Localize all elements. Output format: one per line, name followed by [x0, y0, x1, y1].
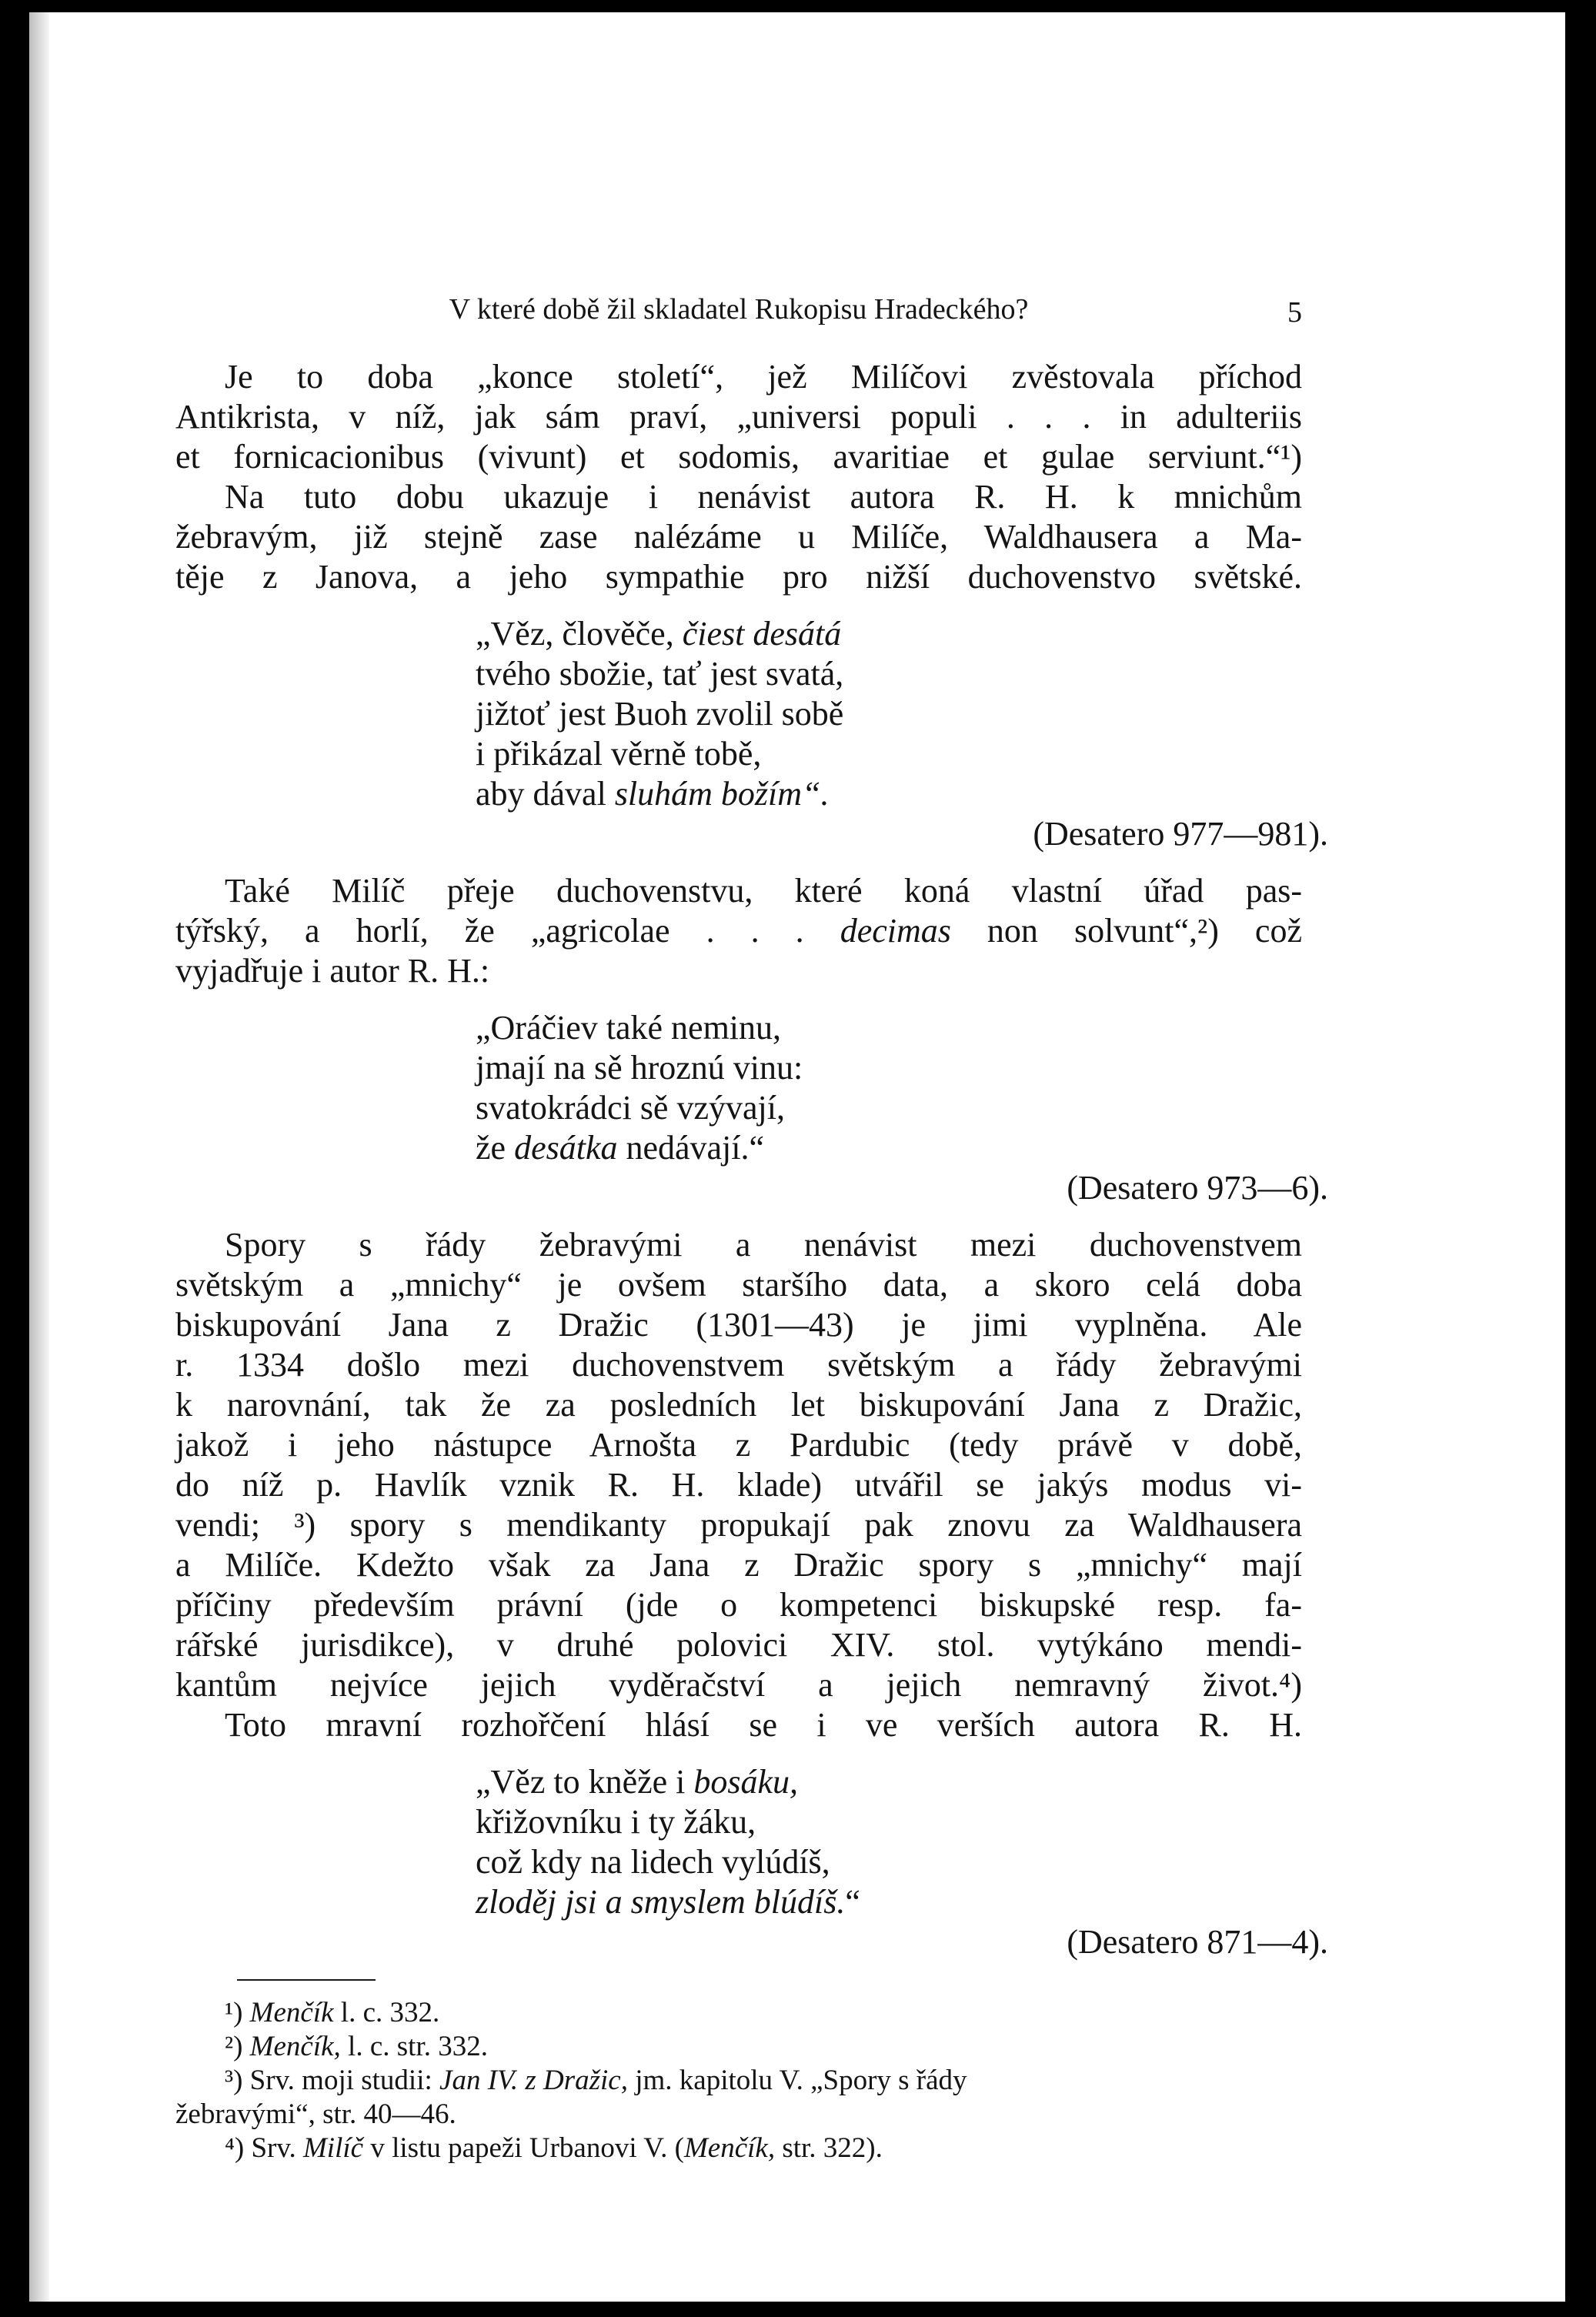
verse-line: křižovníku i ty žáku, [476, 1803, 756, 1841]
footnote-marker: ³) [225, 2065, 250, 2096]
verse-italic: zloděj jsi a smyslem blúdíš. [476, 1883, 846, 1921]
verse-citation: (Desatero 977—981). [1033, 815, 1328, 853]
footnote-1 [175, 1996, 1302, 2030]
text-line: et fornicacionibus (vivunt) et sodomis, avaritiae et gulae serviunt.“¹) [175, 438, 1302, 476]
verse-text: „Věz, člověče, [476, 615, 683, 653]
paragraph-5 [175, 1705, 1302, 1745]
text-line: Toto mravní rozhořčení hlásí se i ve verších autora R. H. [225, 1706, 1302, 1744]
footnote-separator [237, 1979, 376, 1981]
text-line: Antikrista, v níž, jak sám praví, „universi populi . . . in adulteriis [175, 398, 1302, 436]
footnote-3-continuation: žebravými“, str. 40—46. [175, 2098, 456, 2130]
text-line: rářské jurisdikce), v druhé polovici XIV. stol. vytýkáno mendi- [175, 1626, 1302, 1664]
footnote-italic: Menčík, [683, 2132, 776, 2164]
footnote-text: Srv. moji studii: [249, 2065, 440, 2096]
footnote-text: l. c. str. 332. [340, 2031, 488, 2062]
footnote-italic: Milíč [302, 2132, 364, 2164]
verse-line [476, 1882, 1302, 1922]
verse-line: což kdy na lidech vylúdíš, [476, 1843, 830, 1881]
text-line: světským a „mnichy“ je ovšem staršího data, a skoro celá doba [175, 1266, 1302, 1304]
verse-line [476, 1128, 1302, 1168]
text-line: Spory s řády žebravými a nenávist mezi duchovenstvem [225, 1226, 1302, 1264]
verse-line [476, 614, 1302, 654]
book-page [29, 12, 1565, 2302]
verse-citation: (Desatero 871—4). [1067, 1923, 1328, 1961]
footnote-text: l. c. 332. [333, 1997, 440, 2028]
text-line: r. 1334 došlo mezi duchovenstvem světským a řády žebravými [175, 1346, 1302, 1384]
text-line: a Milíče. Kdežto však za Jana z Dražic spory s „mnichy“ mají [175, 1546, 1302, 1584]
verse-italic: sluhám božím“. [614, 775, 830, 813]
footnote-marker: ⁴) [225, 2132, 252, 2164]
verse-line: svatokrádci sě vzývají, [476, 1089, 785, 1127]
verse-line: jmají na sě hroznú vinu: [476, 1049, 803, 1087]
footnote-italic: Menčík, [249, 2031, 341, 2062]
footnote-marker: ¹) [225, 1997, 250, 2028]
verse-italic: bosáku, [693, 1763, 799, 1801]
text-line: k narovnání, tak že za posledních let biskupování Jana z Dražic, [175, 1386, 1302, 1424]
verse-quote-3 [476, 1762, 1328, 1962]
text-line: vendi; ³) spory s mendikanty propukají pak znovu za Waldhausera [175, 1506, 1302, 1544]
verse-text: “ [845, 1883, 860, 1921]
text-line: jakož i jeho nástupce Arnošta z Pardubic (tedy právě v době, [175, 1426, 1302, 1464]
page-content [175, 289, 1328, 2165]
verse-line [476, 1762, 1302, 1802]
verse-italic: čiest desátá [682, 615, 842, 653]
text-italic: decimas [840, 912, 951, 950]
verse-citation: (Desatero 973—6). [1067, 1169, 1328, 1207]
footnote-text: jm. kapitolu V. „Spory s řády [627, 2065, 967, 2096]
verse-quote-2 [476, 1008, 1328, 1208]
text-line: Také Milíč přeje duchovenstvu, které koná vlastní úřad pas- [225, 872, 1302, 910]
verse-text: „Věz to kněže i [476, 1763, 694, 1801]
text-line: žebravým, již stejně zase nalézáme u Milíče, Waldhausera a Ma- [175, 518, 1302, 556]
page-edge-shadow [29, 12, 49, 2302]
text-line: příčiny především právní (jde o kompetenci biskupské resp. fa- [175, 1586, 1302, 1624]
text-line: vyjadřuje i autor R. H.: [175, 952, 490, 990]
footnote-3 [175, 2064, 1302, 2098]
page-number: 5 [1287, 296, 1302, 329]
footnote-text: str. 322). [775, 2132, 883, 2164]
paragraph-4 [175, 1225, 1302, 1705]
footnote-2 [175, 2030, 1302, 2064]
verse-text: že [476, 1129, 515, 1167]
footnote-text: Srv. [251, 2132, 303, 2164]
footnote-4 [175, 2132, 1302, 2165]
verse-line [476, 774, 1302, 814]
verse-text: nedávají.“ [617, 1129, 765, 1167]
text-line: Je to doba „konce století“, jež Milíčovi zvěstovala příchod [225, 358, 1302, 396]
text-line [175, 911, 1302, 951]
running-header [175, 289, 1302, 329]
text-run: non solvunt“,²) což [950, 912, 1302, 950]
text-line: biskupování Jana z Dražic (1301—43) je jimi vyplněna. Ale [175, 1306, 1302, 1344]
footnote-marker: ²) [225, 2031, 250, 2062]
verse-quote-1 [476, 614, 1328, 854]
verse-line: jižtoť jest Buoh zvolil sobě [476, 695, 844, 733]
verse-line: i přikázal věrně tobě, [476, 735, 762, 773]
text-run: týřský, a horlí, že „agricolae . . . [175, 912, 840, 950]
verse-line: tvého sbožie, tať jest svatá, [476, 655, 844, 693]
verse-line: „Oráčiev také neminu, [476, 1009, 782, 1047]
paragraph-2 [175, 477, 1302, 597]
text-line: Na tuto dobu ukazuje i nenávist autora R. H. k mnichům [225, 478, 1302, 516]
paragraph-1 [175, 357, 1302, 477]
footnote-text: v listu papeži Urbanovi V. ( [363, 2132, 684, 2164]
verse-italic: desátka [514, 1129, 618, 1167]
text-line: do níž p. Havlík vznik R. H. klade) utvářil se jakýs modus vi- [175, 1466, 1302, 1504]
text-line: těje z Janova, a jeho sympathie pro nižší duchovenstvo světské. [175, 558, 1302, 596]
paragraph-3 [175, 871, 1302, 991]
header-title: V které době žil skladatel Rukopisu Hradeckého? [449, 293, 1029, 326]
footnotes [175, 1996, 1302, 2165]
footnote-italic: Menčík [249, 1997, 334, 2028]
footnote-italic: Jan IV. z Dražic, [439, 2065, 628, 2096]
text-line: kantům nejvíce jejich vyděračství a jejich nemravný život.⁴) [175, 1666, 1302, 1704]
verse-text: aby dával [476, 775, 615, 813]
